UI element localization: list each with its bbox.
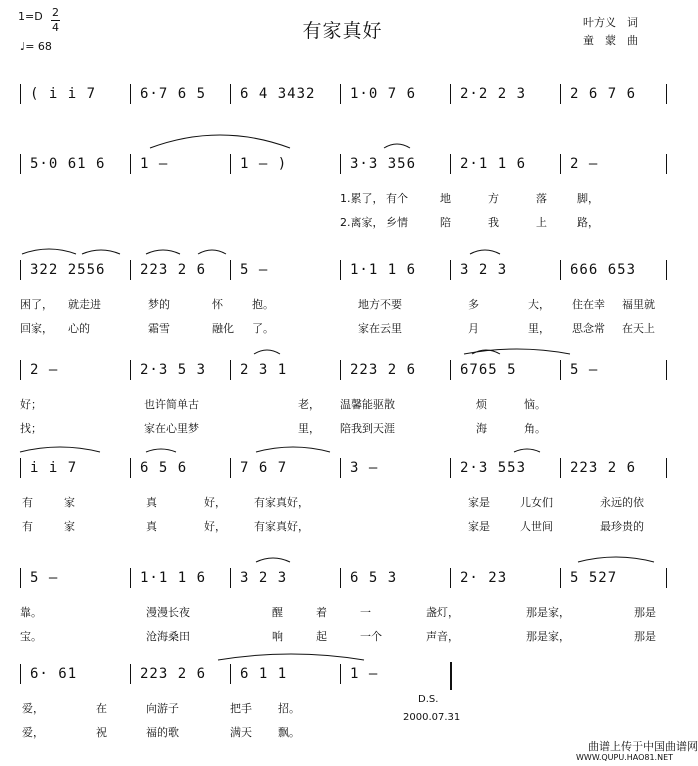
lyric-word: 陪 — [440, 216, 451, 229]
lyric-word: 好， — [204, 496, 226, 509]
measure-notes: 1·1 1 6 — [140, 570, 207, 586]
slur-mark — [146, 449, 176, 452]
slur-mark — [198, 250, 226, 254]
lyric-word: 一 — [360, 606, 371, 619]
lyric-word: 陪我到天涯 — [340, 422, 395, 435]
lyric-word: 大， — [528, 298, 550, 311]
lyric-word: 回家， — [20, 322, 53, 335]
measure-notes: 666 653 — [570, 262, 637, 278]
measure-notes: 322 2556 — [30, 262, 106, 278]
lyric-word: 盏灯， — [426, 606, 459, 619]
lyric-word: 我 — [488, 216, 499, 229]
slur-mark — [82, 250, 120, 254]
lyric-word: 融化 — [212, 322, 234, 335]
measure-notes: 3 2 3 — [240, 570, 288, 586]
slur-mark — [514, 449, 540, 452]
measure-notes: 223 2 6 — [140, 666, 207, 682]
measure-notes: 5 – — [570, 362, 599, 378]
meter-denominator: 4 — [52, 21, 59, 34]
lyric-word: 福里就 — [622, 298, 655, 311]
lyric-word: 烦 — [476, 398, 487, 411]
measure-notes: 223 2 6 — [350, 362, 417, 378]
lyric-word: 响 — [272, 630, 283, 643]
measure-notes: 2 6 7 6 — [570, 86, 637, 102]
lyric-word: 海 — [476, 422, 487, 435]
measure-notes: 6765 5 — [460, 362, 517, 378]
measure-notes: 223 2 6 — [570, 460, 637, 476]
lyric-word: 漫漫长夜 — [146, 606, 190, 619]
lyric-word: 向游子 — [146, 702, 179, 715]
lyric-word: 好， — [204, 520, 226, 533]
lyric-word: 温馨能驱散 — [340, 398, 395, 411]
lyric-word: 起 — [316, 630, 327, 643]
measure-notes: 2·3 553 — [460, 460, 527, 476]
measure-notes: 7 6 7 — [240, 460, 288, 476]
lyric-word: 靠。 — [20, 606, 42, 619]
measure-notes: 6 1 1 — [240, 666, 288, 682]
lyric-word: 困了， — [20, 298, 53, 311]
measure-notes: 5 – — [30, 570, 59, 586]
lyric-word: 找； — [20, 422, 42, 435]
lyric-word: 上 — [536, 216, 547, 229]
lyric-word: 方 — [488, 192, 499, 205]
measure-notes: i i 7 — [30, 460, 78, 476]
lyric-word: 在 — [96, 702, 107, 715]
lyric-word: 恼。 — [524, 398, 546, 411]
slur-mark — [22, 249, 76, 254]
lyricist-credit: 叶方义 词 — [583, 16, 638, 29]
composition-date: 2000.07.31 — [403, 712, 461, 723]
lyric-word: 有 — [22, 496, 33, 509]
measure-notes: 2 3 1 — [240, 362, 288, 378]
slur-mark — [470, 250, 500, 254]
meter-numerator: 2 — [52, 6, 59, 19]
lyric-word: 把手 — [230, 702, 252, 715]
lyric-word: 有个 — [386, 192, 408, 205]
lyric-word: 思念常 — [572, 322, 605, 335]
measure-notes: 3·3 356 — [350, 156, 417, 172]
measure-notes: 2 – — [30, 362, 59, 378]
lyric-word: 乡情 — [386, 216, 408, 229]
composer-credit: 童 蒙 曲 — [583, 34, 638, 47]
lyric-word: 最珍贵的 — [600, 520, 644, 533]
lyric-word: 真 — [146, 496, 157, 509]
measure-notes: 6· 61 — [30, 666, 78, 682]
slur-mark — [150, 135, 290, 148]
measure-notes: 6 5 3 — [350, 570, 398, 586]
lyric-word: 心的 — [68, 322, 90, 335]
lyric-word: 永远的依 — [600, 496, 644, 509]
lyric-word: 梦的 — [148, 298, 170, 311]
lyric-word: 落 — [536, 192, 547, 205]
slur-mark — [256, 447, 330, 452]
measure-notes: 1 – — [350, 666, 379, 682]
lyric-word: 家在云里 — [358, 322, 402, 335]
lyric-word: 儿女们 — [520, 496, 553, 509]
slur-mark — [384, 144, 410, 148]
lyric-word: 脚， — [577, 192, 599, 205]
measure-notes: 2· 23 — [460, 570, 508, 586]
lyric-word: 地 — [440, 192, 451, 205]
lyric-word: 真 — [146, 520, 157, 533]
lyric-word: 祝 — [96, 726, 107, 739]
measure-notes: 223 2 6 — [140, 262, 207, 278]
measure-notes: 5 527 — [570, 570, 618, 586]
lyric-word: 有家真好， — [254, 496, 309, 509]
lyric-word: 里， — [298, 422, 320, 435]
lyric-word: 1.累了， — [340, 192, 384, 205]
lyric-word: 家是 — [468, 496, 490, 509]
lyric-word: 怀 — [212, 298, 223, 311]
key-signature: 1=D — [18, 10, 43, 23]
lyric-word: 家在心里梦 — [144, 422, 199, 435]
lyric-word: 家 — [64, 496, 75, 509]
lyric-word: 醒 — [272, 606, 283, 619]
lyric-word: 爱， — [22, 726, 44, 739]
lyric-word: 那是 — [634, 630, 656, 643]
lyric-word: 有 — [22, 520, 33, 533]
lyric-word: 角。 — [524, 422, 546, 435]
page-title: 有家真好 — [302, 20, 383, 42]
lyric-word: 家是 — [468, 520, 490, 533]
measure-notes: 3 – — [350, 460, 379, 476]
lyric-word: 爱， — [22, 702, 44, 715]
slur-mark — [20, 447, 100, 452]
lyric-word: 人世间 — [520, 520, 553, 533]
lyric-word: 在天上 — [622, 322, 655, 335]
lyric-word: 那是 — [634, 606, 656, 619]
measure-notes: 6 5 6 — [140, 460, 188, 476]
lyric-word: 多 — [468, 298, 479, 311]
measure-notes: 3 2 3 — [460, 262, 508, 278]
lyric-word: 了。 — [252, 322, 274, 335]
slur-mark — [256, 558, 290, 562]
upload-note: 曲谱上传于中国曲谱网 — [588, 740, 698, 753]
lyric-word: 霜雪 — [148, 322, 170, 335]
lyric-word: 声音， — [426, 630, 459, 643]
measure-notes: 6 4 3432 — [240, 86, 316, 102]
measure-notes: 1 – ) — [240, 156, 288, 172]
tempo-mark: ♩= 68 — [20, 40, 52, 53]
measure-notes: 5 – — [240, 262, 269, 278]
measure-notes: 2·1 1 6 — [460, 156, 527, 172]
lyric-word: 老， — [298, 398, 320, 411]
lyric-word: 路， — [577, 216, 599, 229]
lyric-word: 满天 — [230, 726, 252, 739]
measure-notes: 5·0 61 6 — [30, 156, 106, 172]
lyric-word: 宝。 — [20, 630, 42, 643]
lyric-word: 一个 — [360, 630, 382, 643]
measure-notes: ( i i 7 — [30, 86, 97, 102]
lyric-word: 就走进 — [68, 298, 101, 311]
measure-notes: 6·7 6 5 — [140, 86, 207, 102]
measure-notes: 2·3 5 3 — [140, 362, 207, 378]
lyric-word: 2.离家， — [340, 216, 384, 229]
lyric-word: 那是家， — [526, 606, 570, 619]
lyric-word: 沧海桑田 — [146, 630, 190, 643]
measure-notes: 1·1 1 6 — [350, 262, 417, 278]
measure-notes: 1·0 7 6 — [350, 86, 417, 102]
slur-mark — [578, 557, 654, 562]
lyric-word: 月 — [468, 322, 479, 335]
slur-mark — [146, 250, 180, 254]
measure-notes: 2·2 2 3 — [460, 86, 527, 102]
lyric-word: 好； — [20, 398, 42, 411]
lyric-word: 也许简单古 — [144, 398, 199, 411]
lyric-word: 抱。 — [252, 298, 274, 311]
lyric-word: 住在幸 — [572, 298, 605, 311]
lyric-word: 飘。 — [278, 726, 300, 739]
lyric-word: 那是家， — [526, 630, 570, 643]
measure-notes: 2 – — [570, 156, 599, 172]
lyric-word: 福的歌 — [146, 726, 179, 739]
slur-mark — [218, 654, 364, 660]
lyric-word: 招。 — [278, 702, 300, 715]
slur-mark — [254, 350, 280, 354]
lyric-word: 着 — [316, 606, 327, 619]
dal-segno: D.S. — [418, 694, 439, 705]
measure-notes: 1 – — [140, 156, 169, 172]
slur-mark — [464, 349, 570, 354]
site-url: WWW.QUPU.HAO81.NET — [576, 753, 674, 762]
lyric-word: 里， — [528, 322, 550, 335]
lyric-word: 地方不要 — [358, 298, 402, 311]
lyric-word: 家 — [64, 520, 75, 533]
lyric-word: 有家真好， — [254, 520, 309, 533]
